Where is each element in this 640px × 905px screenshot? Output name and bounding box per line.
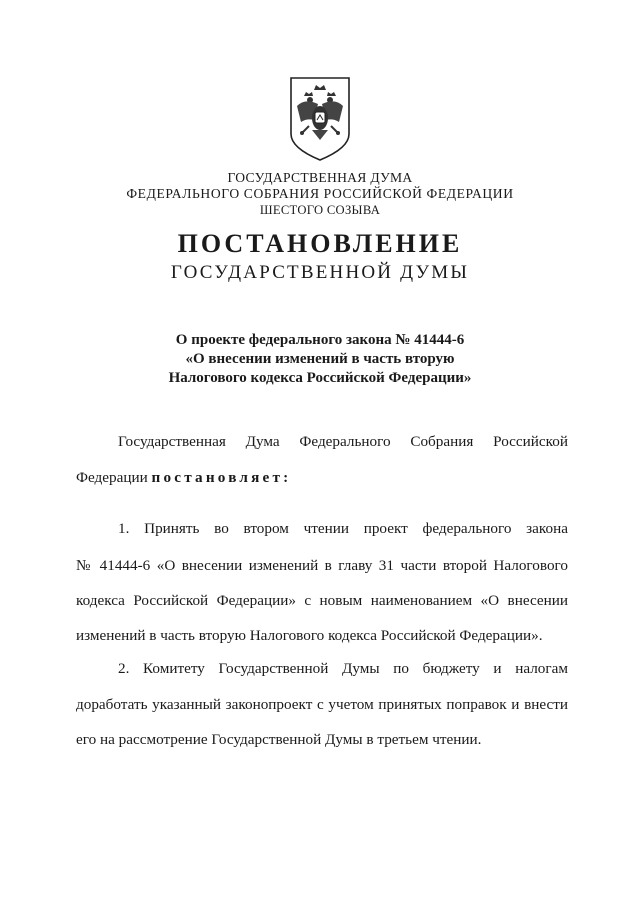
preamble-line-2 (76, 469, 568, 487)
header-line-2: ФЕДЕРАЛЬНОГО СОБРАНИЯ РОССИЙСКОЙ ФЕДЕРАЦИИ (126, 186, 514, 201)
header-line-3: ШЕСТОГО СОЗЫВА (259, 203, 381, 217)
header-line-1: ГОСУДАРСТВЕННАЯ ДУМА (227, 170, 413, 185)
item-1-line-2: № 41444-6 «О внесении изменений в главу 31 части второй Налогового (76, 557, 568, 574)
item-1-line-1: 1. Принять во втором чтении проект федерального закона (118, 520, 568, 537)
item-1-line-4: изменений в часть вторую Налогового кодекса Российской Федерации». (76, 627, 543, 644)
item-1-line-3: кодекса Российской Федерации» с новым наименованием «О внесении (76, 592, 568, 609)
document-subtitle: ГОСУДАРСТВЕННОЙ ДУМЫ (170, 262, 470, 283)
decides-word: постановляет: (151, 469, 292, 486)
subject-line-3: Налогового кодекса Российской Федерации» (168, 370, 472, 386)
subject-line-1: О проекте федерального закона № 41444-6 (175, 332, 465, 348)
preamble-prefix: Федерации (76, 469, 148, 486)
item-2-line-2: доработать указанный законопроект с учетом принятых поправок и внести (76, 696, 568, 713)
item-2-line-1: 2. Комитету Государственной Думы по бюджету и налогам (118, 660, 568, 677)
item-2-line-3: его на рассмотрение Государственной Думы в третьем чтении. (76, 731, 482, 748)
subject-line-2: «О внесении изменений в часть вторую (185, 351, 455, 367)
document-title: ПОСТАНОВЛЕНИЕ (177, 229, 463, 258)
preamble-line-1: Государственная Дума Федерального Собрания Российской (118, 433, 568, 450)
coat-of-arms-emblem (287, 76, 353, 162)
